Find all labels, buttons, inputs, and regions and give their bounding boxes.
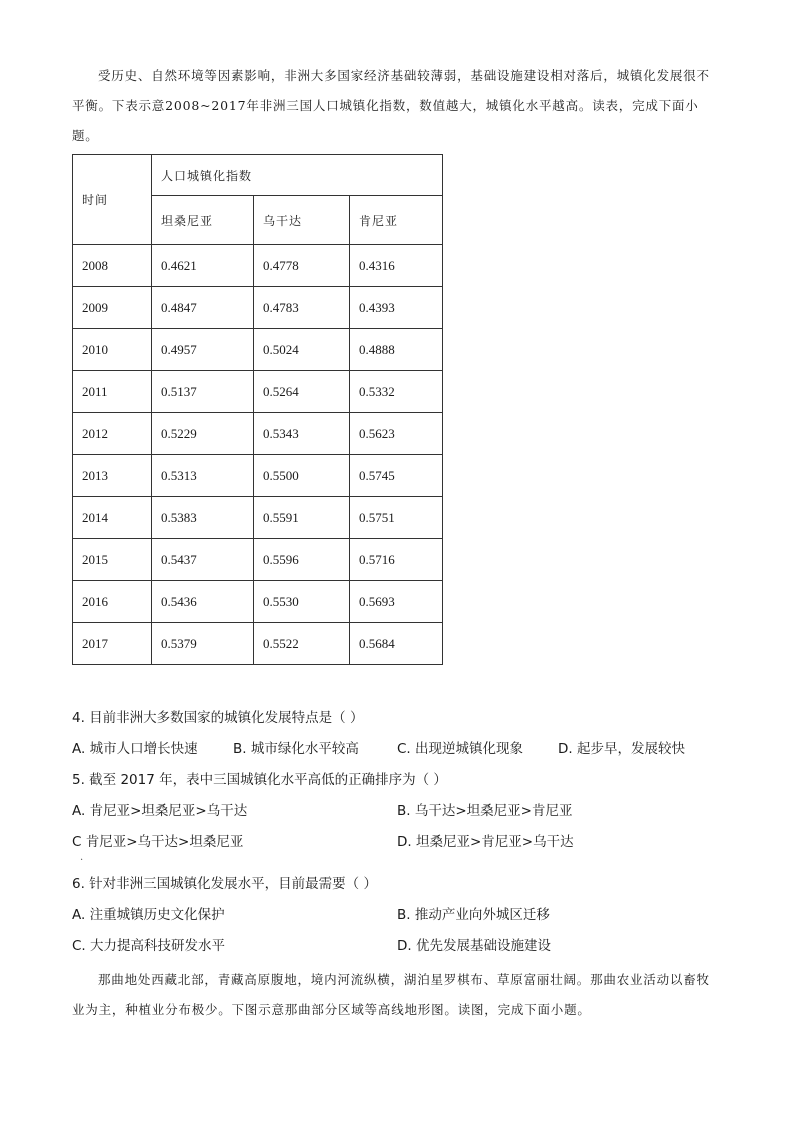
index-group-header: 人口城镇化指数	[152, 155, 443, 196]
value-cell: 0.5530	[254, 581, 350, 623]
year-cell: 2013	[73, 455, 152, 497]
question-4-stem: 4. 目前非洲大多数国家的城镇化发展特点是（ ）	[72, 710, 364, 726]
value-cell: 0.4783	[254, 287, 350, 329]
urbanization-table	[72, 154, 443, 665]
year-cell: 2009	[73, 287, 152, 329]
table-row	[73, 539, 443, 581]
table-row	[73, 287, 443, 329]
table-row	[73, 497, 443, 539]
value-cell: 0.5436	[152, 581, 254, 623]
year-cell: 2011	[73, 371, 152, 413]
table-row	[73, 581, 443, 623]
value-cell: 0.5379	[152, 623, 254, 665]
value-cell: 0.5591	[254, 497, 350, 539]
value-cell: 0.5137	[152, 371, 254, 413]
country-header: 坦桑尼亚	[152, 196, 254, 245]
second-intro-paragraph: 那曲地处西藏北部，青藏高原腹地，境内河流纵横，湖泊星罗棋布、草原富丽壮阔。那曲农业活动以畜牧业为主，种植业分布极少。下图示意那曲部分区域等高线地形图。读图，完成下面小题。	[72, 972, 710, 1017]
year-cell: 2008	[73, 245, 152, 287]
value-cell: 0.5522	[254, 623, 350, 665]
question-4-option-c[interactable]: C. 出现逆城镇化现象	[397, 741, 524, 757]
value-cell: 0.5500	[254, 455, 350, 497]
country-header: 乌干达	[254, 196, 350, 245]
question-4-option-a[interactable]: A. 城市人口增长快速	[72, 741, 198, 757]
intro-paragraph: 受历史、自然环境等因素影响，非洲大多国家经济基础较薄弱，基础设施建设相对落后，城镇化发展很不平衡。下表示意2008~2017年非洲三国人口城镇化指数，数值越大，城镇化水平越高。读表，完成下面小题。	[72, 68, 710, 143]
year-cell: 2014	[73, 497, 152, 539]
value-cell: 0.5332	[350, 371, 443, 413]
question-6-stem: 6. 针对非洲三国城镇化发展水平，目前最需要（ ）	[72, 876, 377, 892]
value-cell: 0.5229	[152, 413, 254, 455]
question-5-stem: 5. 截至 2017 年，表中三国城镇化水平高低的正确排序为（ ）	[72, 772, 447, 788]
value-cell: 0.5693	[350, 581, 443, 623]
value-cell: 0.4957	[152, 329, 254, 371]
question-4-option-b[interactable]: B. 城市绿化水平较高	[233, 741, 359, 757]
question-4-option-d[interactable]: D. 起步早，发展较快	[558, 741, 685, 757]
value-cell: 0.4778	[254, 245, 350, 287]
table-row	[73, 329, 443, 371]
value-cell: 0.5024	[254, 329, 350, 371]
value-cell: 0.5264	[254, 371, 350, 413]
value-cell: 0.5343	[254, 413, 350, 455]
question-6-option-a[interactable]: A. 注重城镇历史文化保护	[72, 907, 225, 923]
value-cell: 0.5313	[152, 455, 254, 497]
value-cell: 0.4316	[350, 245, 443, 287]
year-cell: 2016	[73, 581, 152, 623]
year-cell: 2017	[73, 623, 152, 665]
value-cell: 0.5751	[350, 497, 443, 539]
question-5-option-a[interactable]: A. 肯尼亚>坦桑尼亚>乌干达	[72, 803, 248, 819]
value-cell: 0.5745	[350, 455, 443, 497]
table-row	[73, 371, 443, 413]
value-cell: 0.4847	[152, 287, 254, 329]
table-row	[73, 623, 443, 665]
value-cell: 0.5437	[152, 539, 254, 581]
question-6-option-d[interactable]: D. 优先发展基础设施建设	[397, 938, 551, 954]
table-row	[73, 455, 443, 497]
stray-dot-mark: .	[80, 852, 84, 863]
question-6-option-c[interactable]: C. 大力提高科技研发水平	[72, 938, 226, 954]
question-6-option-b[interactable]: B. 推动产业向外城区迁移	[397, 907, 550, 923]
time-header: 时间	[73, 155, 152, 245]
value-cell: 0.4621	[152, 245, 254, 287]
value-cell: 0.5716	[350, 539, 443, 581]
question-5-option-d[interactable]: D. 坦桑尼亚>肯尼亚>乌干达	[397, 834, 574, 850]
value-cell: 0.5623	[350, 413, 443, 455]
value-cell: 0.4888	[350, 329, 443, 371]
table-row	[73, 245, 443, 287]
year-cell: 2015	[73, 539, 152, 581]
table-row	[73, 413, 443, 455]
year-cell: 2010	[73, 329, 152, 371]
value-cell: 0.4393	[350, 287, 443, 329]
value-cell: 0.5383	[152, 497, 254, 539]
value-cell: 0.5596	[254, 539, 350, 581]
question-5-option-b[interactable]: B. 乌干达>坦桑尼亚>肯尼亚	[397, 803, 573, 819]
question-5-option-c[interactable]: C 肯尼亚>乌干达>坦桑尼亚	[72, 834, 244, 850]
year-cell: 2012	[73, 413, 152, 455]
value-cell: 0.5684	[350, 623, 443, 665]
country-header: 肯尼亚	[350, 196, 443, 245]
